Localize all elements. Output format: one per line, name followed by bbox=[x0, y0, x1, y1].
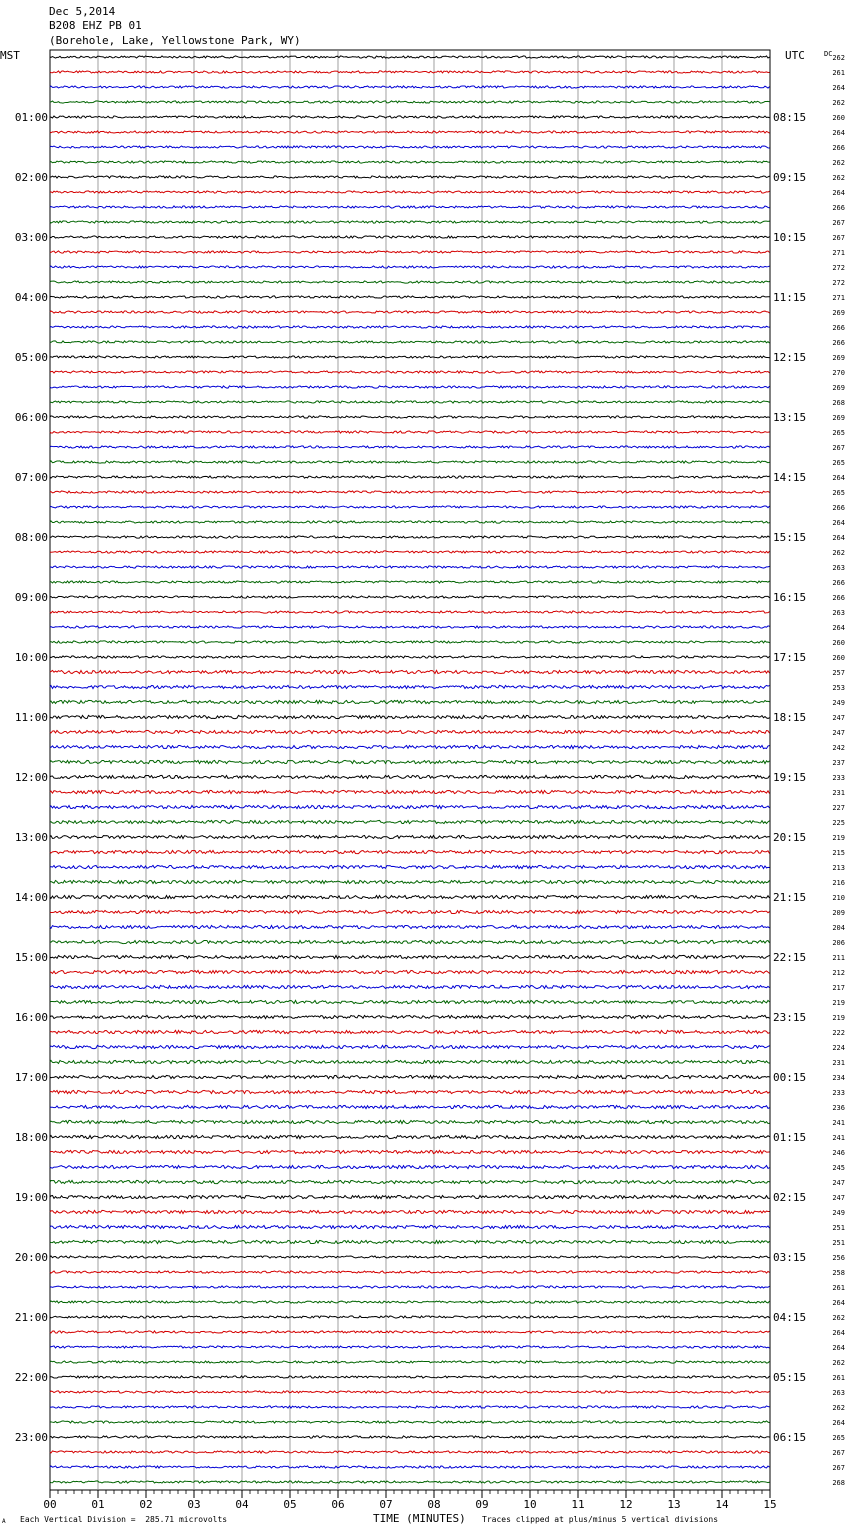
utc-hour-label: 11:15 bbox=[773, 291, 807, 304]
utc-hour-label: 14:15 bbox=[773, 471, 807, 484]
left-timezone-label: MST bbox=[0, 49, 20, 62]
mst-hour-label: 20:00 bbox=[14, 1251, 48, 1264]
dc-value-label: 210 bbox=[832, 894, 845, 902]
dc-value-label: 264 bbox=[832, 129, 845, 137]
trace-line bbox=[50, 1271, 770, 1273]
utc-hour-label: 09:15 bbox=[773, 171, 807, 184]
trace-line bbox=[50, 1030, 770, 1033]
trace-line bbox=[50, 641, 770, 643]
dc-value-label: 233 bbox=[832, 774, 845, 782]
dc-value-label: 222 bbox=[832, 1029, 845, 1037]
trace-line bbox=[50, 685, 770, 688]
utc-hour-label: 10:15 bbox=[773, 231, 807, 244]
mst-hour-label: 06:00 bbox=[14, 411, 48, 424]
dc-value-label: 266 bbox=[832, 594, 845, 602]
trace-line bbox=[50, 86, 770, 88]
dc-value-label: 260 bbox=[832, 639, 845, 647]
x-tick-label: 09 bbox=[475, 1498, 489, 1511]
trace-line bbox=[50, 1090, 770, 1093]
dc-value-label: 266 bbox=[832, 339, 845, 347]
dc-value-label: 262 bbox=[832, 159, 845, 167]
dc-value-label: 219 bbox=[832, 999, 845, 1007]
trace-line bbox=[50, 820, 770, 823]
trace-line bbox=[50, 1135, 770, 1138]
trace-line bbox=[50, 835, 770, 838]
dc-value-label: 269 bbox=[832, 384, 845, 392]
dc-value-label: 215 bbox=[832, 849, 845, 857]
trace-line bbox=[50, 536, 770, 538]
trace-line bbox=[50, 251, 770, 253]
utc-hour-label: 02:15 bbox=[773, 1191, 807, 1204]
trace-line bbox=[50, 1000, 770, 1003]
trace-line bbox=[50, 1060, 770, 1063]
dc-value-label: 219 bbox=[832, 1014, 845, 1022]
dc-value-label: 267 bbox=[832, 1449, 845, 1457]
trace-line bbox=[50, 326, 770, 328]
trace-line bbox=[50, 790, 770, 793]
trace-line bbox=[50, 1045, 770, 1048]
utc-hour-label: 04:15 bbox=[773, 1311, 807, 1324]
trace-line bbox=[50, 341, 770, 343]
dc-value-label: 264 bbox=[832, 1299, 845, 1307]
trace-line bbox=[50, 1376, 770, 1378]
dc-value-label: 272 bbox=[832, 279, 845, 287]
trace-line bbox=[50, 131, 770, 133]
dc-value-label: 267 bbox=[832, 444, 845, 452]
dc-value-label: 264 bbox=[832, 1419, 845, 1427]
trace-line bbox=[50, 1195, 770, 1198]
dc-value-label: 217 bbox=[832, 984, 845, 992]
mst-hour-label: 15:00 bbox=[14, 951, 48, 964]
trace-line bbox=[50, 146, 770, 148]
utc-hour-label: 20:15 bbox=[773, 831, 807, 844]
record-date: Dec 5,2014 bbox=[49, 5, 116, 18]
trace-line bbox=[50, 161, 770, 163]
mst-hour-label: 17:00 bbox=[14, 1071, 48, 1084]
dc-value-label: 266 bbox=[832, 504, 845, 512]
utc-hour-label: 05:15 bbox=[773, 1371, 807, 1384]
trace-line bbox=[50, 1286, 770, 1288]
dc-value-label: 251 bbox=[832, 1224, 845, 1232]
dc-value-label: 264 bbox=[832, 624, 845, 632]
dc-value-label: 237 bbox=[832, 759, 845, 767]
x-tick-label: 12 bbox=[619, 1498, 633, 1511]
x-tick-label: 02 bbox=[139, 1498, 153, 1511]
trace-line bbox=[50, 1256, 770, 1258]
trace-line bbox=[50, 940, 770, 943]
dc-value-label: 204 bbox=[832, 924, 845, 932]
trace-line bbox=[50, 760, 770, 763]
trace-line bbox=[50, 446, 770, 448]
trace-line bbox=[50, 1481, 770, 1483]
dc-value-label: 267 bbox=[832, 219, 845, 227]
dc-value-label: 266 bbox=[832, 204, 845, 212]
trace-line bbox=[50, 865, 770, 868]
dc-value-label: 264 bbox=[832, 84, 845, 92]
dc-value-label: 265 bbox=[832, 489, 845, 497]
trace-line bbox=[50, 491, 770, 493]
utc-hour-label: 16:15 bbox=[773, 591, 807, 604]
mst-hour-label: 03:00 bbox=[14, 231, 48, 244]
x-tick-label: 05 bbox=[283, 1498, 297, 1511]
dc-column-title: DC bbox=[824, 50, 833, 58]
dc-value-label: 267 bbox=[832, 234, 845, 242]
trace-line bbox=[50, 281, 770, 283]
scale-note: Each Vertical Division = 285.71 microvolts bbox=[20, 1515, 228, 1524]
x-tick-label: 00 bbox=[43, 1498, 57, 1511]
dc-value-label: 251 bbox=[832, 1239, 845, 1247]
trace-line bbox=[50, 236, 770, 238]
dc-value-label: 249 bbox=[832, 1209, 845, 1217]
trace-line bbox=[50, 596, 770, 598]
trace-line bbox=[50, 910, 770, 913]
trace-line bbox=[50, 356, 770, 358]
mst-hour-label: 22:00 bbox=[14, 1371, 48, 1384]
dc-value-label: 247 bbox=[832, 1179, 845, 1187]
trace-line bbox=[50, 745, 770, 748]
trace-line bbox=[50, 71, 770, 73]
mst-hour-label: 09:00 bbox=[14, 591, 48, 604]
x-tick-label: 03 bbox=[187, 1498, 201, 1511]
utc-hour-label: 22:15 bbox=[773, 951, 807, 964]
x-tick-label: 08 bbox=[427, 1498, 441, 1511]
mst-hour-label: 04:00 bbox=[14, 291, 48, 304]
trace-line bbox=[50, 191, 770, 193]
utc-hour-label: 15:15 bbox=[773, 531, 807, 544]
mst-hour-label: 21:00 bbox=[14, 1311, 48, 1324]
dc-value-label: 206 bbox=[832, 939, 845, 947]
trace-line bbox=[50, 551, 770, 553]
mst-hour-label: 02:00 bbox=[14, 171, 48, 184]
trace-line bbox=[50, 656, 770, 658]
mst-hour-label: 05:00 bbox=[14, 351, 48, 364]
dc-value-label: 227 bbox=[832, 804, 845, 812]
trace-line bbox=[50, 1406, 770, 1408]
trace-line bbox=[50, 1391, 770, 1393]
dc-value-label: 262 bbox=[832, 1404, 845, 1412]
dc-value-label: 211 bbox=[832, 954, 845, 962]
dc-value-label: 261 bbox=[832, 69, 845, 77]
dc-value-label: 247 bbox=[832, 729, 845, 737]
utc-hour-label: 19:15 bbox=[773, 771, 807, 784]
dc-value-label: 261 bbox=[832, 1374, 845, 1382]
trace-line bbox=[50, 1301, 770, 1303]
trace-line bbox=[50, 1180, 770, 1183]
trace-line bbox=[50, 386, 770, 388]
dc-value-label: 256 bbox=[832, 1254, 845, 1262]
trace-line bbox=[50, 970, 770, 973]
dc-value-label: 234 bbox=[832, 1074, 845, 1082]
trace-line bbox=[50, 700, 770, 703]
trace-line bbox=[50, 1346, 770, 1348]
dc-value-label: 269 bbox=[832, 414, 845, 422]
dc-value-label: 265 bbox=[832, 459, 845, 467]
trace-line bbox=[50, 1120, 770, 1123]
trace-line bbox=[50, 730, 770, 733]
dc-value-label: 262 bbox=[832, 54, 845, 62]
dc-value-label: 242 bbox=[832, 744, 845, 752]
dc-value-label: 262 bbox=[832, 99, 845, 107]
dc-value-label: 225 bbox=[832, 819, 845, 827]
trace-line bbox=[50, 1210, 770, 1213]
trace-line bbox=[50, 1331, 770, 1333]
x-tick-label: 15 bbox=[763, 1498, 777, 1511]
dc-value-label: 219 bbox=[832, 834, 845, 842]
mst-hour-label: 08:00 bbox=[14, 531, 48, 544]
dc-value-label: 264 bbox=[832, 1344, 845, 1352]
trace-line bbox=[50, 476, 770, 478]
dc-value-label: 212 bbox=[832, 969, 845, 977]
mst-hour-label: 07:00 bbox=[14, 471, 48, 484]
trace-line bbox=[50, 715, 770, 718]
trace-line bbox=[50, 955, 770, 958]
dc-value-label: 263 bbox=[832, 609, 845, 617]
dc-value-label: 266 bbox=[832, 579, 845, 587]
dc-value-label: 267 bbox=[832, 1464, 845, 1472]
trace-line bbox=[50, 431, 770, 433]
utc-hour-label: 17:15 bbox=[773, 651, 807, 664]
x-tick-label: 01 bbox=[91, 1498, 105, 1511]
clip-note: Traces clipped at plus/minus 5 vertical divisions bbox=[482, 1515, 719, 1524]
trace-line bbox=[50, 895, 770, 898]
dc-value-label: 264 bbox=[832, 474, 845, 482]
trace-line bbox=[50, 1165, 770, 1168]
trace-line bbox=[50, 925, 770, 928]
trace-line bbox=[50, 221, 770, 223]
dc-value-label: 253 bbox=[832, 684, 845, 692]
dc-value-label: 265 bbox=[832, 1434, 845, 1442]
dc-value-label: 241 bbox=[832, 1119, 845, 1127]
dc-value-label: 271 bbox=[832, 249, 845, 257]
dc-value-label: 262 bbox=[832, 174, 845, 182]
trace-line bbox=[50, 775, 770, 778]
dc-value-label: 216 bbox=[832, 879, 845, 887]
trace-line bbox=[50, 1421, 770, 1423]
dc-value-label: 264 bbox=[832, 519, 845, 527]
trace-line bbox=[50, 461, 770, 463]
trace-line bbox=[50, 626, 770, 628]
trace-line bbox=[50, 985, 770, 988]
mst-hour-label: 14:00 bbox=[14, 891, 48, 904]
trace-line bbox=[50, 581, 770, 583]
dc-value-label: 261 bbox=[832, 1284, 845, 1292]
mst-hour-label: 11:00 bbox=[14, 711, 48, 724]
utc-hour-label: 06:15 bbox=[773, 1431, 807, 1444]
trace-line bbox=[50, 506, 770, 508]
x-tick-label: 07 bbox=[379, 1498, 393, 1511]
utc-hour-label: 18:15 bbox=[773, 711, 807, 724]
dc-value-label: 263 bbox=[832, 1389, 845, 1397]
trace-line bbox=[50, 401, 770, 403]
dc-value-label: 260 bbox=[832, 114, 845, 122]
utc-hour-label: 23:15 bbox=[773, 1011, 807, 1024]
mst-hour-label: 23:00 bbox=[14, 1431, 48, 1444]
corner-mark: A bbox=[2, 1518, 6, 1525]
trace-line bbox=[50, 116, 770, 118]
x-tick-label: 13 bbox=[667, 1498, 681, 1511]
x-axis-label: TIME (MINUTES) bbox=[373, 1512, 466, 1525]
trace-line bbox=[50, 1225, 770, 1228]
trace-line bbox=[50, 805, 770, 808]
dc-value-label: 266 bbox=[832, 144, 845, 152]
trace-line bbox=[50, 521, 770, 523]
dc-value-label: 249 bbox=[832, 699, 845, 707]
dc-value-label: 233 bbox=[832, 1089, 845, 1097]
dc-value-label: 262 bbox=[832, 549, 845, 557]
trace-line bbox=[50, 1316, 770, 1318]
mst-hour-label: 13:00 bbox=[14, 831, 48, 844]
trace-line bbox=[50, 1015, 770, 1018]
trace-line bbox=[50, 296, 770, 298]
dc-value-label: 270 bbox=[832, 369, 845, 377]
trace-line bbox=[50, 611, 770, 613]
trace-line bbox=[50, 880, 770, 883]
trace-line bbox=[50, 416, 770, 418]
trace-line bbox=[50, 1436, 770, 1438]
dc-value-label: 247 bbox=[832, 1194, 845, 1202]
dc-value-label: 224 bbox=[832, 1044, 845, 1052]
trace-line bbox=[50, 266, 770, 268]
dc-value-label: 262 bbox=[832, 1359, 845, 1367]
dc-value-label: 264 bbox=[832, 189, 845, 197]
trace-line bbox=[50, 1451, 770, 1453]
trace-line bbox=[50, 670, 770, 673]
dc-value-label: 246 bbox=[832, 1149, 845, 1157]
dc-value-label: 247 bbox=[832, 714, 845, 722]
dc-value-label: 257 bbox=[832, 669, 845, 677]
x-tick-label: 14 bbox=[715, 1498, 729, 1511]
trace-line bbox=[50, 101, 770, 103]
dc-value-label: 272 bbox=[832, 264, 845, 272]
trace-line bbox=[50, 1240, 770, 1243]
utc-hour-label: 03:15 bbox=[773, 1251, 807, 1264]
dc-value-label: 213 bbox=[832, 864, 845, 872]
utc-hour-label: 01:15 bbox=[773, 1131, 807, 1144]
mst-hour-label: 01:00 bbox=[14, 111, 48, 124]
dc-value-label: 231 bbox=[832, 789, 845, 797]
dc-value-label: 268 bbox=[832, 1479, 845, 1487]
trace-line bbox=[50, 371, 770, 373]
trace-line bbox=[50, 176, 770, 178]
dc-value-label: 209 bbox=[832, 909, 845, 917]
trace-line bbox=[50, 1150, 770, 1153]
trace-line bbox=[50, 850, 770, 853]
x-tick-label: 11 bbox=[571, 1498, 585, 1511]
mst-hour-label: 10:00 bbox=[14, 651, 48, 664]
dc-value-label: 265 bbox=[832, 429, 845, 437]
dc-value-label: 271 bbox=[832, 294, 845, 302]
dc-value-label: 260 bbox=[832, 654, 845, 662]
trace-line bbox=[50, 1466, 770, 1468]
dc-value-label: 245 bbox=[832, 1164, 845, 1172]
mst-hour-label: 16:00 bbox=[14, 1011, 48, 1024]
utc-hour-label: 21:15 bbox=[773, 891, 807, 904]
trace-line bbox=[50, 206, 770, 208]
x-tick-label: 06 bbox=[331, 1498, 345, 1511]
mst-hour-label: 12:00 bbox=[14, 771, 48, 784]
dc-value-label: 264 bbox=[832, 534, 845, 542]
dc-value-label: 266 bbox=[832, 324, 845, 332]
trace-line bbox=[50, 566, 770, 568]
right-timezone-label: UTC bbox=[785, 49, 805, 62]
station-code: B208 EHZ PB 01 bbox=[49, 19, 142, 32]
dc-value-label: 269 bbox=[832, 354, 845, 362]
station-location: (Borehole, Lake, Yellowstone Park, WY) bbox=[49, 34, 301, 47]
dc-value-label: 241 bbox=[832, 1134, 845, 1142]
dc-value-label: 236 bbox=[832, 1104, 845, 1112]
utc-hour-label: 00:15 bbox=[773, 1071, 807, 1084]
x-tick-label: 04 bbox=[235, 1498, 249, 1511]
dc-value-label: 258 bbox=[832, 1269, 845, 1277]
utc-hour-label: 08:15 bbox=[773, 111, 807, 124]
trace-line bbox=[50, 311, 770, 313]
dc-value-label: 269 bbox=[832, 309, 845, 317]
utc-hour-label: 12:15 bbox=[773, 351, 807, 364]
trace-line bbox=[50, 1105, 770, 1108]
dc-value-label: 263 bbox=[832, 564, 845, 572]
trace-line bbox=[50, 56, 770, 58]
dc-value-label: 264 bbox=[832, 1329, 845, 1337]
trace-line bbox=[50, 1361, 770, 1363]
dc-value-label: 231 bbox=[832, 1059, 845, 1067]
dc-value-label: 268 bbox=[832, 399, 845, 407]
dc-value-label: 262 bbox=[832, 1314, 845, 1322]
utc-hour-label: 13:15 bbox=[773, 411, 807, 424]
trace-line bbox=[50, 1075, 770, 1078]
mst-hour-label: 19:00 bbox=[14, 1191, 48, 1204]
x-tick-label: 10 bbox=[523, 1498, 537, 1511]
mst-hour-label: 18:00 bbox=[14, 1131, 48, 1144]
